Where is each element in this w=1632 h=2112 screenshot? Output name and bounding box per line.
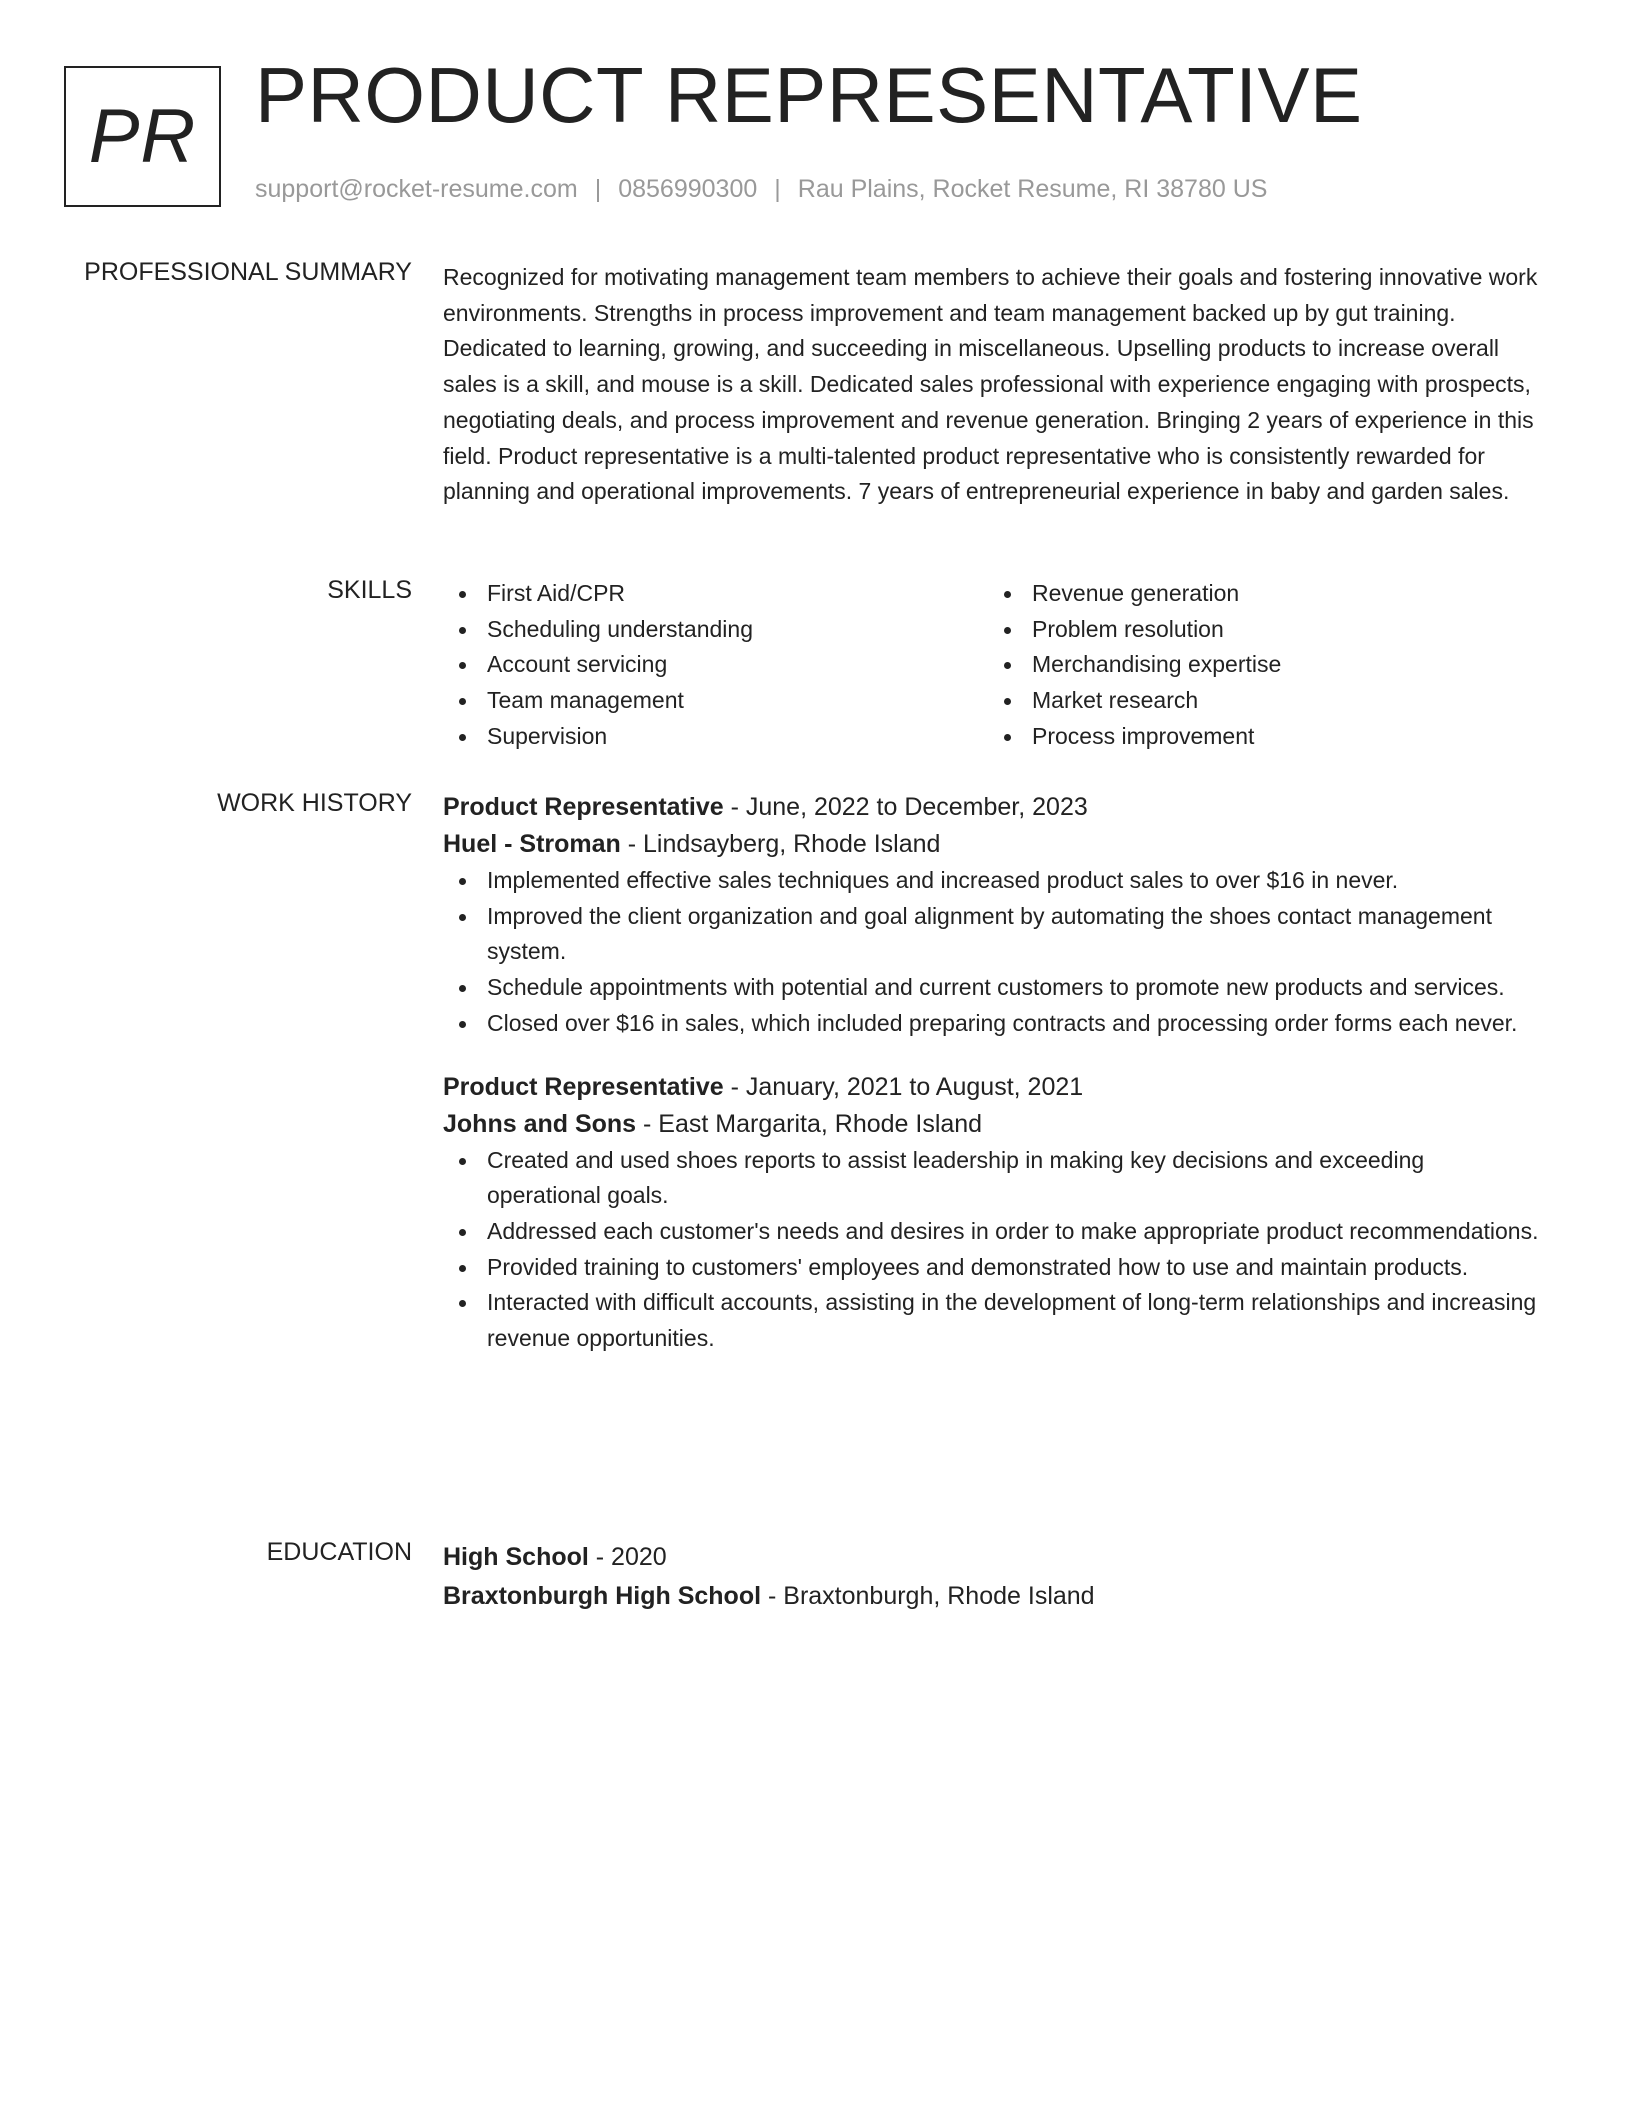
work-history-body bbox=[443, 789, 1543, 1357]
job-title: Product Representative bbox=[443, 1072, 724, 1101]
education-body bbox=[443, 1538, 1543, 1616]
summary-text: Recognized for motivating management team members to achieve their goals and fostering innovative work environments. Strengths in process improvement and team management backed up by gut training. Dedicated to learning, growing, and succeeding in miscellaneous. Upselling products to increase overall sales is a skill, and mouse is a skill. Dedicated sales professional with experience engaging with prospects, negotiating deals, and process improvement and revenue generation. Bringing 2 years of experience in this field. Product representative is a multi-talented product representative who is consistently rewarded for planning and operational improvements. 7 years of entrepreneurial experience in baby and garden sales. bbox=[443, 264, 1538, 505]
skill-item: Account servicing bbox=[443, 647, 988, 683]
education-year: - 2020 bbox=[588, 1543, 667, 1571]
skill-item: Market research bbox=[988, 683, 1533, 719]
job-dates: - June, 2022 to December, 2023 bbox=[723, 793, 1088, 821]
skill-item: Problem resolution bbox=[988, 612, 1533, 648]
page-title: PRODUCT REPRESENTATIVE bbox=[255, 51, 1363, 139]
job-bullet: Created and used shoes reports to assist leadership in making key decisions and exceeding operational goals. bbox=[443, 1143, 1543, 1214]
section-label-skills: SKILLS bbox=[327, 576, 412, 604]
job-company: Johns and Sons bbox=[443, 1109, 637, 1138]
skill-item: Supervision bbox=[443, 719, 988, 755]
job-bullet: Closed over $16 in sales, which included preparing contracts and processing order forms each never. bbox=[443, 1006, 1543, 1042]
skill-item: Scheduling understanding bbox=[443, 612, 988, 648]
job-location: - Lindsayberg, Rhode Island bbox=[620, 830, 941, 858]
education-school: Braxtonburgh High School bbox=[443, 1582, 762, 1610]
job-company: Huel - Stroman bbox=[443, 830, 621, 858]
job-title: Product Representative bbox=[443, 793, 724, 821]
section-label-summary: PROFESSIONAL SUMMARY bbox=[84, 258, 412, 286]
job-entry bbox=[443, 789, 1543, 1042]
skills-body bbox=[443, 576, 1543, 755]
job-entry bbox=[443, 1069, 1543, 1357]
contact-phone: 0856990300 bbox=[618, 175, 758, 203]
job-bullets bbox=[443, 1143, 1543, 1357]
skill-item: First Aid/CPR bbox=[443, 576, 988, 612]
summary-body bbox=[443, 260, 1543, 510]
monogram-logo: PR bbox=[64, 66, 221, 207]
job-company-line bbox=[443, 1106, 1543, 1143]
job-bullet: Provided training to customers' employees and demonstrated how to use and maintain products. bbox=[443, 1250, 1543, 1286]
contact-email: support@rocket-resume.com bbox=[255, 175, 578, 203]
job-location: - East Margarita, Rhode Island bbox=[636, 1109, 983, 1138]
job-bullet: Schedule appointments with potential and current customers to promote new products and services. bbox=[443, 970, 1543, 1006]
job-bullets bbox=[443, 863, 1543, 1042]
skill-item: Revenue generation bbox=[988, 576, 1533, 612]
skills-list-right bbox=[988, 576, 1533, 755]
contact-separator: | bbox=[594, 175, 602, 203]
job-bullet: Implemented effective sales techniques and increased product sales to over $16 in never. bbox=[443, 863, 1543, 899]
contact-separator: | bbox=[774, 175, 781, 203]
job-bullet: Interacted with difficult accounts, assisting in the development of long-term relationships and increasing revenue opportunities. bbox=[443, 1285, 1543, 1356]
job-dates: - January, 2021 to August, 2021 bbox=[723, 1072, 1084, 1101]
education-degree-line bbox=[443, 1538, 1543, 1577]
skill-item: Merchandising expertise bbox=[988, 647, 1533, 683]
contact-address: Rau Plains, Rocket Resume, RI 38780 US bbox=[797, 175, 1268, 203]
section-label-education: EDUCATION bbox=[266, 1538, 412, 1566]
education-location: - Braxtonburgh, Rhode Island bbox=[761, 1582, 1095, 1610]
job-bullet: Improved the client organization and goal alignment by automating the shoes contact management system. bbox=[443, 899, 1543, 970]
job-bullet: Addressed each customer's needs and desires in order to make appropriate product recommendations. bbox=[443, 1214, 1543, 1250]
contact-line bbox=[255, 175, 1267, 204]
skill-item: Process improvement bbox=[988, 719, 1533, 755]
skills-list-left bbox=[443, 576, 988, 755]
skill-item: Team management bbox=[443, 683, 988, 719]
section-label-work-history: WORK HISTORY bbox=[217, 789, 412, 817]
job-title-line bbox=[443, 1069, 1543, 1106]
education-school-line bbox=[443, 1577, 1543, 1616]
job-title-line bbox=[443, 789, 1543, 826]
job-company-line bbox=[443, 826, 1543, 863]
education-degree: High School bbox=[443, 1543, 589, 1571]
